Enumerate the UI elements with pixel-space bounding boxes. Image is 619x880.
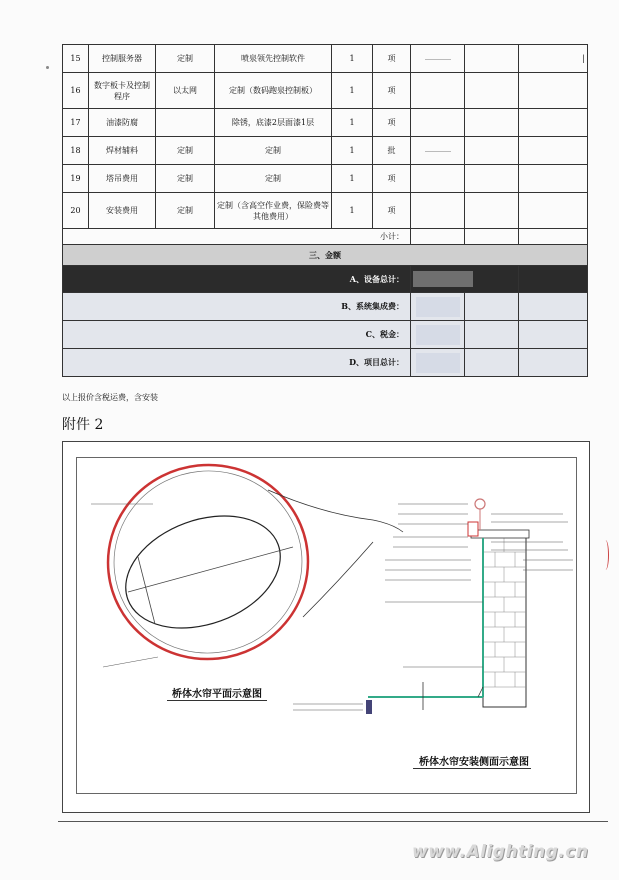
section-header-row: [63, 245, 588, 266]
section-view-graphic: [293, 499, 573, 714]
table-row: 18 焊材辅料 定制 定制 1 批: [63, 137, 588, 165]
page-bottom-rule: [58, 821, 608, 822]
total-row-equipment: A、设备总计：: [63, 266, 588, 293]
subtotal-row: [63, 229, 588, 245]
binder-hole-mark: [46, 66, 49, 69]
table-row: 19 塔吊费用 定制 定制 1 项: [63, 165, 588, 193]
total-row-project: D、项目总计：: [63, 349, 588, 377]
redacted-value: [416, 353, 460, 373]
total-row-integration: B、系统集成费：: [63, 293, 588, 321]
attachment-title: 附件 2: [62, 417, 104, 433]
margin-pen-mark: [602, 540, 609, 570]
redacted-value: [416, 297, 460, 317]
redacted-value: [413, 271, 473, 287]
total-row-tax: C、税金：: [63, 321, 588, 349]
plan-view-caption: 桥体水帘平面示意图: [172, 689, 262, 700]
site-watermark: www.Alighting.cn: [412, 842, 589, 862]
plan-view-graphic: [91, 455, 403, 669]
section-view-caption: 桥体水帘安装侧面示意图: [419, 757, 529, 768]
table-row: 20 安装费用 定制 定制（含高空作业费，保险费等其他费用） 1 项: [63, 193, 588, 229]
caption-underline: [413, 768, 531, 769]
caption-underline: [167, 700, 267, 701]
engineering-drawing: [62, 441, 590, 813]
price-note: 以上报价含税运费，含安装: [62, 393, 158, 402]
redacted-value: [416, 325, 460, 345]
table-row: 15 控制服务器 定制 喷泉领先控制软件 1 项 |: [63, 45, 588, 73]
quote-table: [62, 44, 588, 377]
subtotal-label: 小计：: [63, 229, 411, 245]
section-title: 三、金额: [63, 245, 588, 266]
table-row: 16 数字板卡及控制程序 以太网 定制（数码跑泉控制板） 1 项: [63, 73, 588, 109]
table-row: 17 油漆防腐 除锈，底漆2层面漆1层 1 项: [63, 109, 588, 137]
